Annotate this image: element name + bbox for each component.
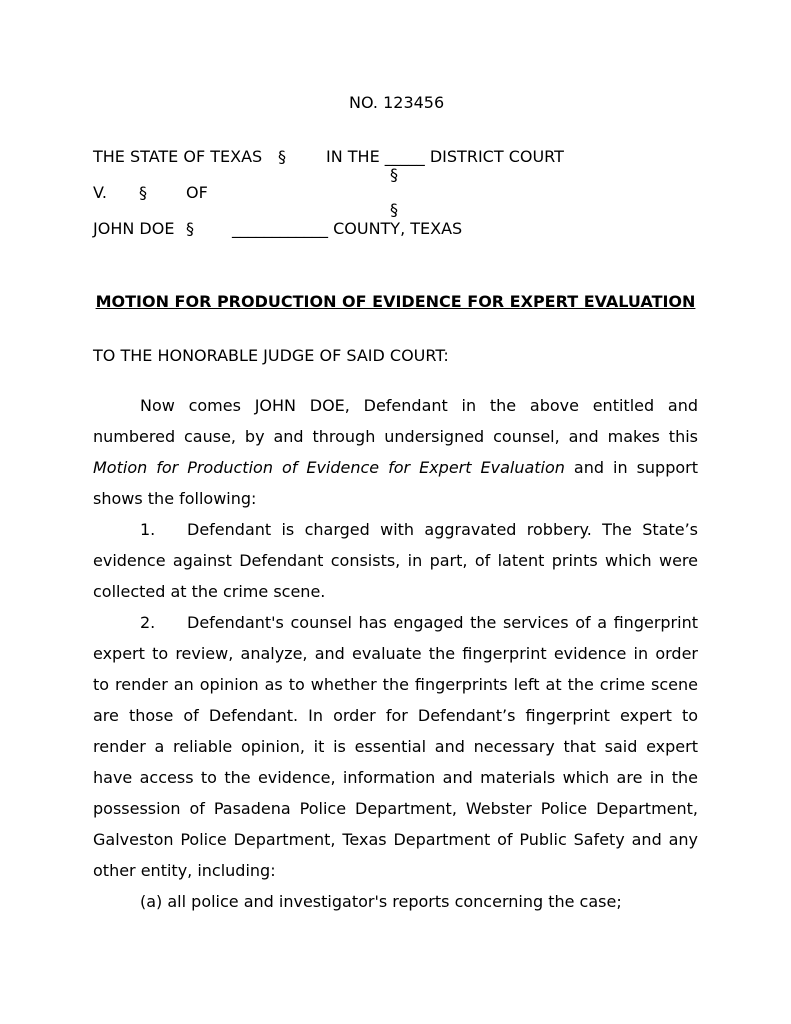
paragraph-text: Defendant's counsel has engaged the services of a fingerprint expert to review, analyze, and evaluate the fingerprint evidence in order to render an opinion as to whether the fingerprints left at the crime scene are those of Defendant. In order for Defendant’s fingerprint expert to render a reliable opinion, it is essential and necessary that said expert have access to the evidence, information and materials which are in the possession of Pasadena Police Department, Webster Police Department, Galveston Police Department, Texas Department of Public Safety and any other entity, including:: [93, 613, 698, 880]
sub-item: (a) all police and investigator's reports concerning the case;: [140, 892, 622, 911]
caption-county-line: ____________ COUNTY, TEXAS: [232, 219, 463, 238]
intro-paragraph: [93, 390, 698, 514]
paragraph-text: Defendant is charged with aggravated robbery. The State’s evidence against Defendant consists, in part, of latent prints which were collected at the crime scene.: [93, 520, 698, 601]
numbered-paragraph: [93, 607, 698, 886]
section-mark: §: [390, 200, 398, 219]
caption-state: THE STATE OF TEXAS: [93, 147, 263, 166]
paragraph-number: 2.: [140, 613, 156, 632]
caption-versus: V.: [93, 183, 107, 202]
intro-motion-name: Motion for Production of Evidence for Expert Evaluation: [93, 458, 565, 477]
salutation: TO THE HONORABLE JUDGE OF SAID COURT:: [93, 346, 449, 365]
section-mark: §: [139, 183, 147, 202]
section-mark: §: [390, 165, 398, 184]
motion-title: MOTION FOR PRODUCTION OF EVIDENCE FOR EXPERT EVALUATION: [95, 292, 696, 311]
section-mark: §: [186, 219, 194, 238]
numbered-paragraph: [93, 514, 698, 607]
case-number: NO. 123456: [349, 93, 445, 112]
section-mark: §: [278, 147, 286, 166]
caption-court-line: IN THE _____ DISTRICT COURT: [326, 147, 564, 166]
caption-of: OF: [186, 183, 208, 202]
caption-defendant: JOHN DOE: [93, 219, 175, 238]
intro-text: and in support shows the following:: [93, 458, 698, 508]
paragraph-number: 1.: [140, 520, 156, 539]
intro-text: Now comes JOHN DOE, Defendant in the above entitled and numbered cause, by and through undersigned counsel, and makes this: [93, 396, 698, 446]
